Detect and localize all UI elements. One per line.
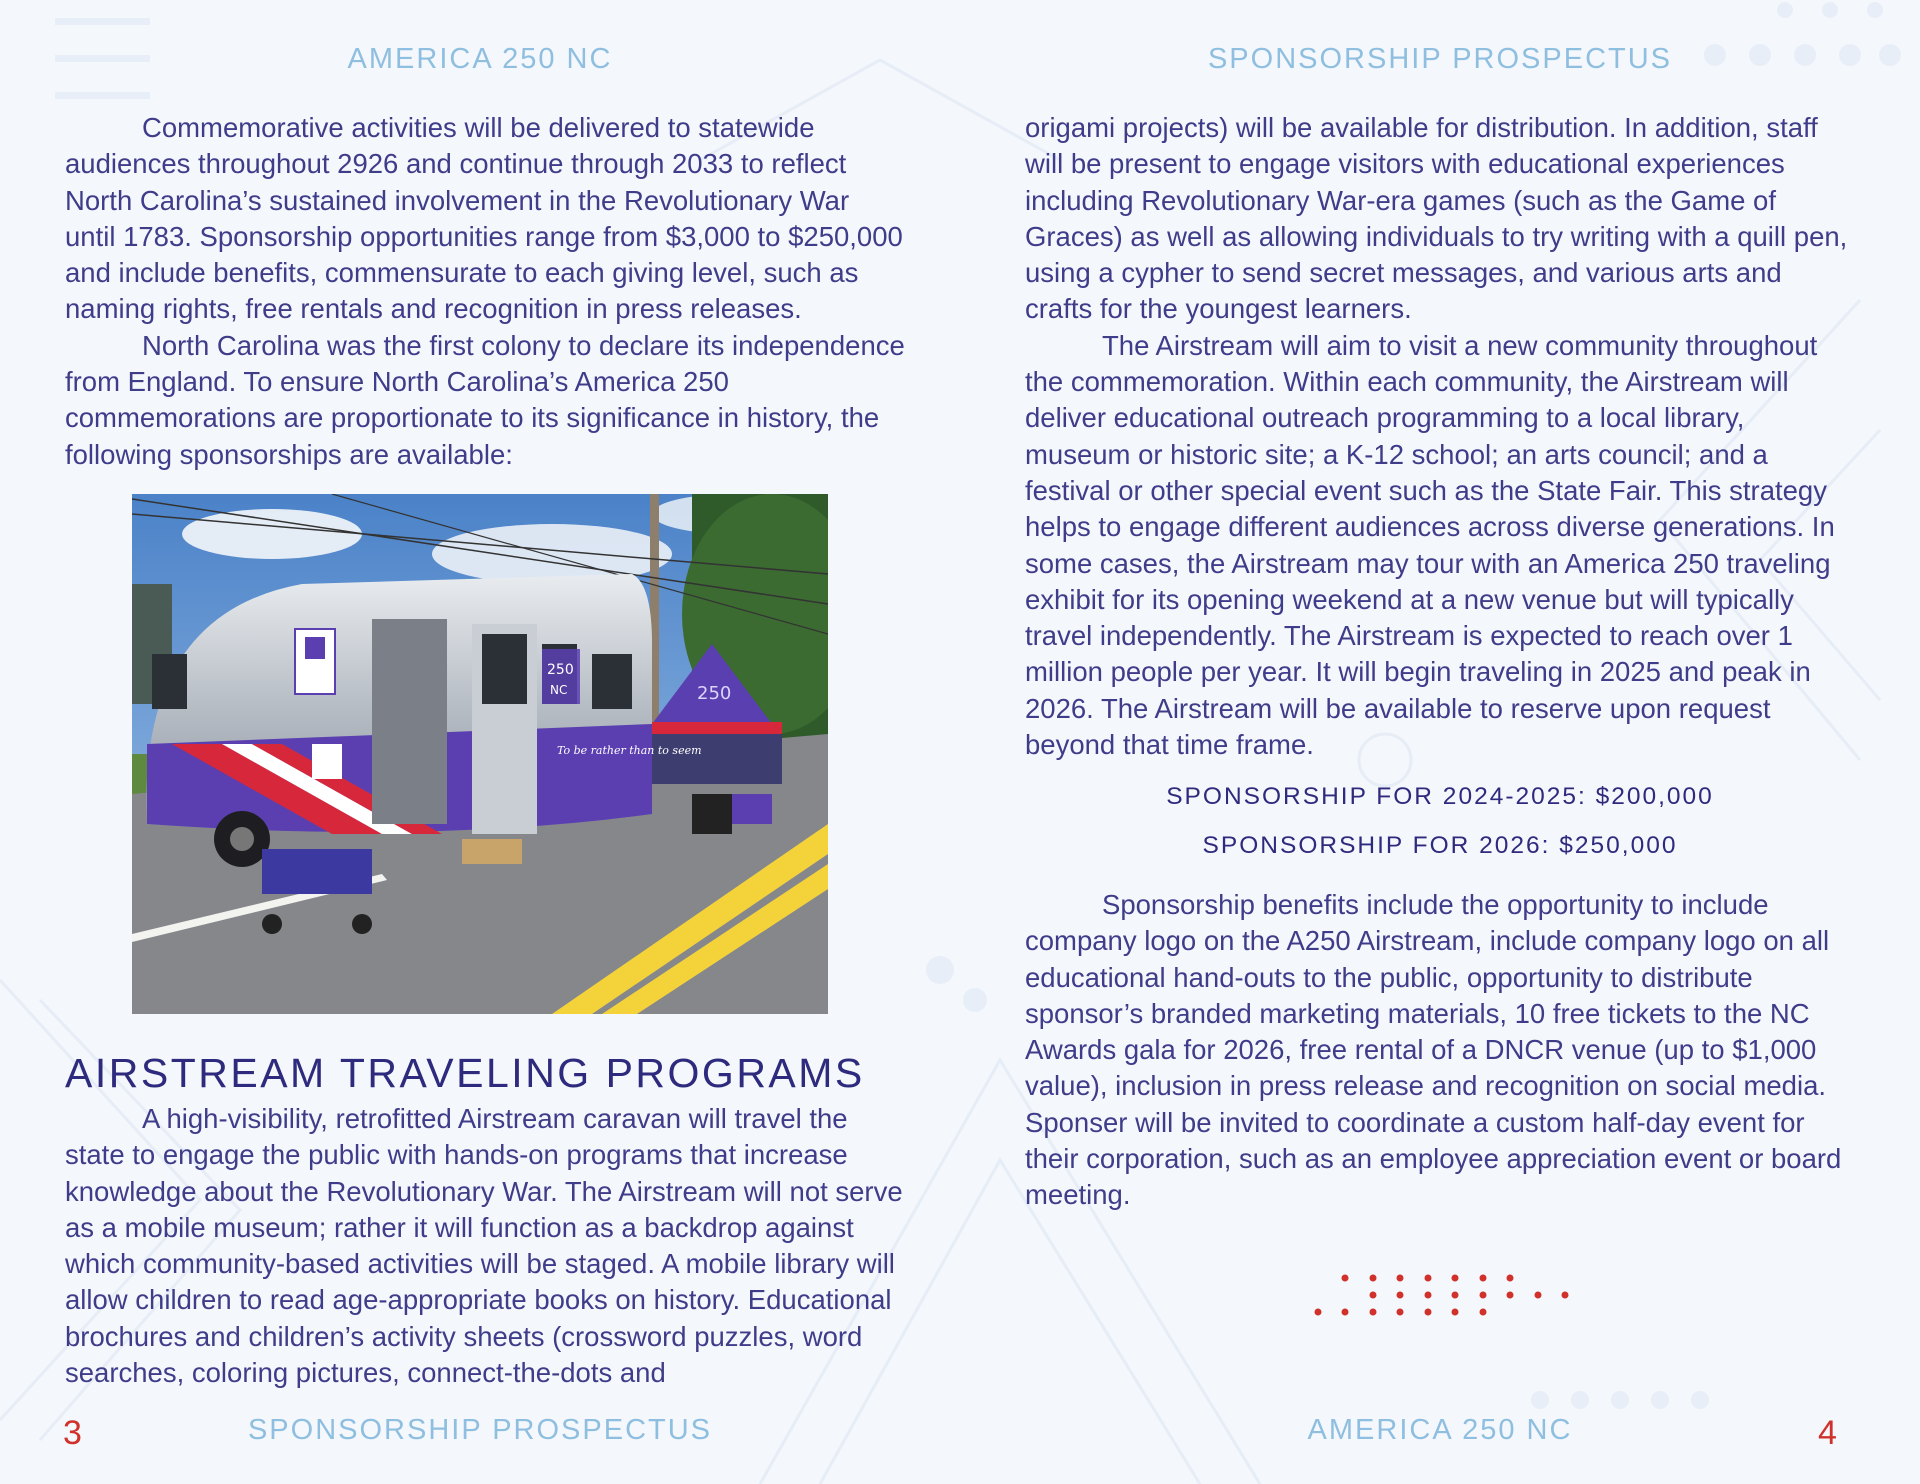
paragraph: A high-visibility, retrofitted Airstream caravan will travel the state to engage the public with hands-on programs that increase knowledge about the Revolutionary War. The Airstream will not serve as a mobile museum; rather it will function as a backdrop against which community-based activities will be staged. A mobile library will allow children to read age-appropriate books on history. Educational brochures and children’s activity sheets (crossword puzzles, word searches, coloring pictures, connect-the-dots and: [65, 1103, 903, 1389]
page-number-right: 4: [1818, 1414, 1837, 1452]
paragraph: origami projects) will be available for distribution. In addition, staff will be present to engage visitors with educational experiences including Revolutionary War-era games (such as the Game of Graces) as well as allowing individuals to try writing with a quill pen, using a cypher to send secret messages, and various arts and crafts for the youngest learners.: [1025, 112, 1848, 325]
paragraph: Sponsorship benefits include the opportunity to include company logo on the A250 Airstream, include company logo on all educational hand-outs to the public, opportunity to distribute sponsor’s branded marketing materials, 10 free tickets to the NC Awards gala for 2026, free rental of a DNCR venue (up to $1,000 value), inclusion in press release and recognition on social media. Sponser will be invited to coordinate a custom half-day event for their corporation, such as an employee appreciation event or board meeting.: [1025, 889, 1842, 1211]
right-benefits-text: [1025, 887, 1855, 1214]
right-main-text: [1025, 110, 1855, 763]
section-heading: AIRSTREAM TRAVELING PROGRAMS: [65, 1050, 865, 1096]
page-number-left: 3: [63, 1414, 82, 1452]
trailer-badge-sub: NC: [550, 683, 568, 697]
sponsorship-2024-2025: SPONSORSHIP FOR 2024-2025: $200,000: [1166, 783, 1714, 810]
left-running-foot: SPONSORSHIP PROSPECTUS: [247, 1414, 713, 1446]
paragraph: The Airstream will aim to visit a new community throughout the commemoration. Within each community, the Airstream will deliver educational outreach programming to a local library, museum or historic site; a K-12 school; an arts council; and a festival or other special event such as the State Fair. This strategy helps to engage different audiences across diverse generations. In some cases, the Airstream may tour with an America 250 traveling exhibit for its opening weekend at a new venue but will typically travel independently. The Airstream is expected to reach over 1 million people per year. It will begin traveling in 2025 and peak in 2026. The Airstream will be available to reserve upon request beyond that time frame.: [1025, 329, 1835, 761]
left-running-head: AMERICA 250 NC: [347, 43, 613, 75]
left-intro-text: [65, 110, 905, 473]
paragraph: North Carolina was the first colony to declare its independence from England. To ensure North Carolina’s America 250 commemorations are proportionate to its significance in history, the following sponsorships are available:: [65, 329, 905, 470]
left-section-text: [65, 1101, 905, 1391]
sponsorship-2026: SPONSORSHIP FOR 2026: $250,000: [1202, 832, 1678, 859]
right-running-head: SPONSORSHIP PROSPECTUS: [1207, 43, 1673, 75]
right-running-foot: AMERICA 250 NC: [1307, 1414, 1573, 1446]
tent-label: 250: [697, 683, 732, 704]
trailer-badge: 250: [547, 662, 574, 678]
airstream-photo: [132, 494, 828, 1014]
paragraph: Commemorative activities will be delivered to statewide audiences throughout 2926 and continue through 2033 to reflect North Carolina’s sustained involvement in the Revolutionary War until 1783. Sponsorship opportunities range from $3,000 to $250,000 and include benefits, commensurate to each giving level, such as naming rights, free rentals and recognition in press releases.: [65, 112, 903, 325]
trailer-script: To be rather than to seem: [557, 744, 702, 757]
dot-pattern: [1300, 1265, 1600, 1325]
